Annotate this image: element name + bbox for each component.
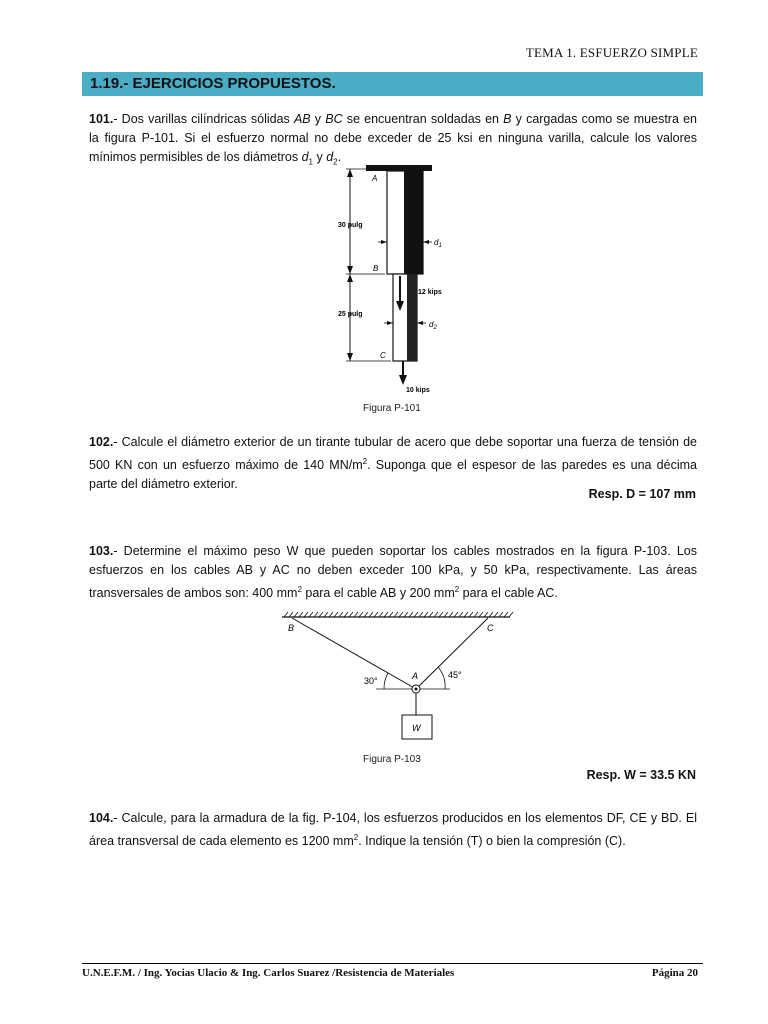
figure-p101 bbox=[330, 163, 480, 398]
rod-bc-shade bbox=[407, 274, 417, 361]
hatch-mark bbox=[399, 612, 403, 617]
angle-arc-right bbox=[438, 667, 445, 689]
hatch-mark bbox=[359, 612, 363, 617]
problem-number: 102. bbox=[89, 435, 114, 449]
hatch-mark bbox=[309, 612, 313, 617]
ceiling-hatch bbox=[284, 612, 513, 617]
figure-caption: Figura P-101 bbox=[363, 403, 421, 414]
hatch-mark bbox=[349, 612, 353, 617]
text-span: . Indique la tensión (T) o bien la compresión (C). bbox=[358, 834, 626, 849]
hatch-mark bbox=[459, 612, 463, 617]
hatch-mark bbox=[449, 612, 453, 617]
hatch-mark bbox=[429, 612, 433, 617]
hatch-mark bbox=[379, 612, 383, 617]
text-span: para el cable AC. bbox=[459, 586, 558, 601]
text-span: d bbox=[326, 150, 334, 164]
hatch-mark bbox=[329, 612, 333, 617]
hatch-mark bbox=[324, 612, 328, 617]
hatch-mark bbox=[304, 612, 308, 617]
footer-credits: U.N.E.F.M. / Ing. Yocias Ulacio & Ing. Carlos Suarez /Resistencia de Materiales bbox=[82, 967, 455, 979]
hatch-mark bbox=[409, 612, 413, 617]
arrow bbox=[417, 321, 423, 325]
subscript: 1 bbox=[308, 157, 313, 167]
hatch-mark bbox=[334, 612, 338, 617]
figure-caption: Figura P-103 bbox=[363, 754, 421, 765]
superscript: 2 bbox=[297, 585, 302, 594]
hatch-mark bbox=[384, 612, 388, 617]
text-span: - Determine el máximo peso W que pueden soportar los cables mostrados en la figura P-103. Los esfuerzos en los cables AB y AC no deben exceder 100 kPa, y 50 kPa, respectivamente. Las áreas transversales de ambos son: 400 mm bbox=[89, 544, 697, 601]
support-top bbox=[366, 165, 432, 171]
problem-103-text bbox=[89, 542, 697, 603]
load-arrow-head bbox=[399, 375, 407, 385]
hatch-mark bbox=[369, 612, 373, 617]
hatch-mark bbox=[439, 612, 443, 617]
arrow bbox=[347, 266, 353, 274]
hatch-mark bbox=[419, 612, 423, 617]
hatch-mark bbox=[294, 612, 298, 617]
text-span: BC bbox=[325, 112, 343, 126]
rod-ab-shade bbox=[404, 171, 423, 274]
arrow bbox=[347, 353, 353, 361]
hatch-mark bbox=[444, 612, 448, 617]
problem-104-text bbox=[89, 809, 697, 851]
hatch-mark bbox=[469, 612, 473, 617]
d2-subscript: 2 bbox=[433, 325, 437, 331]
angle-right-label: 45° bbox=[448, 670, 462, 680]
text-span: y bbox=[310, 112, 326, 126]
arrow bbox=[423, 240, 429, 244]
hatch-mark bbox=[344, 612, 348, 617]
text-span: d bbox=[301, 150, 309, 164]
text-span: AB bbox=[293, 112, 311, 126]
hatch-mark bbox=[319, 612, 323, 617]
text-span: se encuentran soldadas en bbox=[342, 112, 504, 126]
text-span: y bbox=[312, 150, 327, 164]
hatch-mark bbox=[289, 612, 293, 617]
hatch-mark bbox=[424, 612, 428, 617]
running-header: TEMA 1. ESFUERZO SIMPLE bbox=[525, 45, 698, 60]
superscript: 2 bbox=[362, 457, 368, 466]
d2-label bbox=[429, 320, 437, 331]
hatch-mark bbox=[509, 612, 513, 617]
text-span: - Calcule el diámetro exterior de un tirante tubular de acero que debe soportar una fuerza de tensión de 500 KN con un esfuerzo máximo de 140 MN/m bbox=[89, 435, 697, 473]
arrow bbox=[381, 240, 387, 244]
hatch-mark bbox=[454, 612, 458, 617]
text-span: y cargadas como se muestra en la figura P-101. Si el esfuerzo normal no debe exceder de 25 ksi en ninguna varilla, calcule los valores mínimos permisibles de los diámetros bbox=[89, 112, 697, 164]
arrow bbox=[387, 321, 393, 325]
text-span: para el cable AB y 200 mm bbox=[301, 586, 455, 601]
text-span: . Suponga que el espesor de las paredes es una décima parte del diámetro exterior. bbox=[89, 458, 697, 492]
d1-letter: d bbox=[434, 238, 439, 247]
arrow bbox=[347, 274, 353, 282]
problem-number: 101. bbox=[89, 112, 114, 126]
hatch-mark bbox=[299, 612, 303, 617]
hatch-mark bbox=[484, 612, 488, 617]
hatch-mark bbox=[434, 612, 438, 617]
figure-p103 bbox=[278, 607, 518, 747]
hatch-mark bbox=[464, 612, 468, 617]
answer-102: Resp. D = 107 mm bbox=[588, 487, 696, 501]
problem-number: 103. bbox=[89, 544, 114, 558]
label-a: A bbox=[412, 671, 419, 681]
page-number: Página 20 bbox=[651, 967, 698, 979]
hatch-mark bbox=[389, 612, 393, 617]
label-c: C bbox=[487, 623, 494, 633]
weight-label: W bbox=[412, 723, 421, 733]
hatch-mark bbox=[339, 612, 343, 617]
problem-number: 104. bbox=[89, 811, 114, 825]
angle-arc-left bbox=[384, 673, 388, 689]
hatch-mark bbox=[494, 612, 498, 617]
d2-letter: d bbox=[429, 320, 434, 329]
label-a: A bbox=[372, 174, 378, 183]
arrow bbox=[347, 169, 353, 177]
problem-102-text bbox=[89, 433, 697, 494]
length-top-label: 30 pulg bbox=[338, 222, 363, 229]
subscript: 2 bbox=[333, 157, 338, 167]
cable-ab bbox=[292, 618, 419, 689]
load-end-label: 10 kips bbox=[406, 387, 430, 394]
length-bottom-label: 25 pulg bbox=[338, 311, 363, 318]
hatch-mark bbox=[364, 612, 368, 617]
text-span: . bbox=[337, 150, 342, 164]
hatch-mark bbox=[489, 612, 493, 617]
d1-label bbox=[434, 238, 442, 249]
hatch-mark bbox=[374, 612, 378, 617]
answer-103: Resp. W = 33.5 KN bbox=[586, 768, 696, 782]
footer-divider bbox=[82, 963, 703, 964]
hatch-mark bbox=[314, 612, 318, 617]
section-title: 1.19.- EJERCICIOS PROPUESTOS. bbox=[82, 72, 703, 96]
hatch-mark bbox=[354, 612, 358, 617]
load-mid-label: 12 kips bbox=[418, 289, 442, 296]
hatch-mark bbox=[414, 612, 418, 617]
text-span: - Dos varillas cilíndricas sólidas bbox=[113, 112, 294, 126]
hatch-mark bbox=[504, 612, 508, 617]
label-b: B bbox=[373, 264, 379, 273]
hatch-mark bbox=[499, 612, 503, 617]
superscript: 2 bbox=[454, 585, 460, 594]
text-span: - Calcule, para la armadura de la fig. P-104, los esfuerzos producidos en los elementos DF, CE y BD. El área transversal de cada elemento es 1200 mm bbox=[89, 811, 697, 849]
hatch-mark bbox=[474, 612, 478, 617]
joint-a-center bbox=[415, 688, 418, 691]
hatch-mark bbox=[404, 612, 408, 617]
superscript: 2 bbox=[353, 833, 359, 842]
hatch-mark bbox=[284, 612, 288, 617]
label-c: C bbox=[380, 351, 386, 360]
hatch-mark bbox=[479, 612, 483, 617]
label-b: B bbox=[288, 623, 295, 633]
angle-left-label: 30° bbox=[364, 676, 378, 686]
text-span: B bbox=[503, 112, 512, 126]
hatch-mark bbox=[394, 612, 398, 617]
d1-subscript: 1 bbox=[438, 243, 442, 249]
